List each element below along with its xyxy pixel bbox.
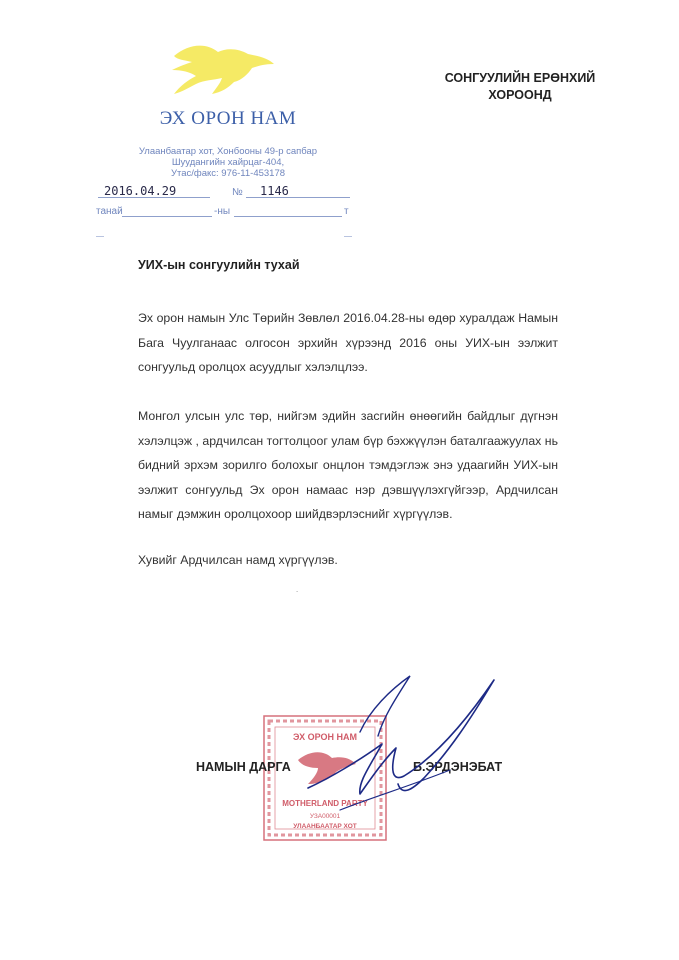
address-line: Утас/факс: 976-11-453178 <box>170 168 286 179</box>
reference-underline <box>234 216 342 217</box>
address-line: Шуудангийн хайрцаг-404, <box>171 157 285 168</box>
speck: ˙ <box>296 590 299 600</box>
signatory-name: Б.ЭРДЭНЭБАТ <box>413 760 503 774</box>
address-line: Улаанбаатар хот, Хонбооны 49-р сапбар <box>138 146 318 157</box>
body-paragraph-2 <box>138 404 558 527</box>
reference-label: т <box>344 206 349 217</box>
number-label: № <box>232 187 243 198</box>
reference-label: танай <box>96 206 123 217</box>
body-paragraph-3 <box>138 548 558 573</box>
paragraph-text: Эх орон намын Улс Төрийн Зөвлөл 2016.04.28-ны өдөр хуралдаж Намын Бага Чуулганаас олгосон эрхийн хүрээнд 2016 оны УИХ-ын ээлжит сонгуульд оролцох асуудлыг хэлэлцлээ. <box>138 311 558 374</box>
stamp-city: УЛААНБААТАР ХОТ <box>293 823 357 830</box>
letter-date: 2016.04.29 <box>104 184 177 198</box>
stamp-code: УЗА00001 <box>309 813 341 820</box>
party-logo-icon <box>168 38 278 96</box>
handwritten-signature <box>300 670 510 820</box>
reference-underline <box>122 216 212 217</box>
letter-number: 1146 <box>260 184 289 198</box>
recipient-line: СОНГУУЛИЙН ЕРӨНХИЙ <box>444 71 596 85</box>
recipient-line: ХОРООНД <box>488 88 552 102</box>
stamp-title: ЭХ ОРОН НАМ <box>292 732 358 742</box>
reference-label: -ны <box>214 206 231 217</box>
stamp-english-text: MOTHERLAND PARTY <box>282 799 368 808</box>
letter-subject: УИХ-ын сонгуулийн тухай <box>138 258 300 272</box>
recipient-block <box>420 70 620 104</box>
corner-mark <box>344 236 352 237</box>
paragraph-text: Хувийг Ардчилсан намд хүргүүлэв. <box>138 553 338 567</box>
paragraph-text: Монгол улсын улс төр, нийгэм эдийн засгийн өнөөгийн байдлыг дүгнэн хэлэлцэж , ардчилсан тогтолцоог улам бүр бэхжүүлэн баталгаажуулах нь бидний эрхэм зорилго болохыг онцлон тэмдэглэж энэ удаагийн УИХ-ын ээлжит сонгуульд Эх орон намаас нэр дэвшүүлэхгүйгээр, Ардчилсан намыг дэмжин оролцохоор шийдвэрлэснийг хүргүүлэв. <box>138 409 558 521</box>
body-paragraph-1 <box>138 306 558 380</box>
signatory-title: НАМЫН ДАРГА <box>196 760 291 774</box>
corner-mark <box>96 236 104 237</box>
party-name: ЭХ ОРОН НАМ <box>159 108 297 129</box>
